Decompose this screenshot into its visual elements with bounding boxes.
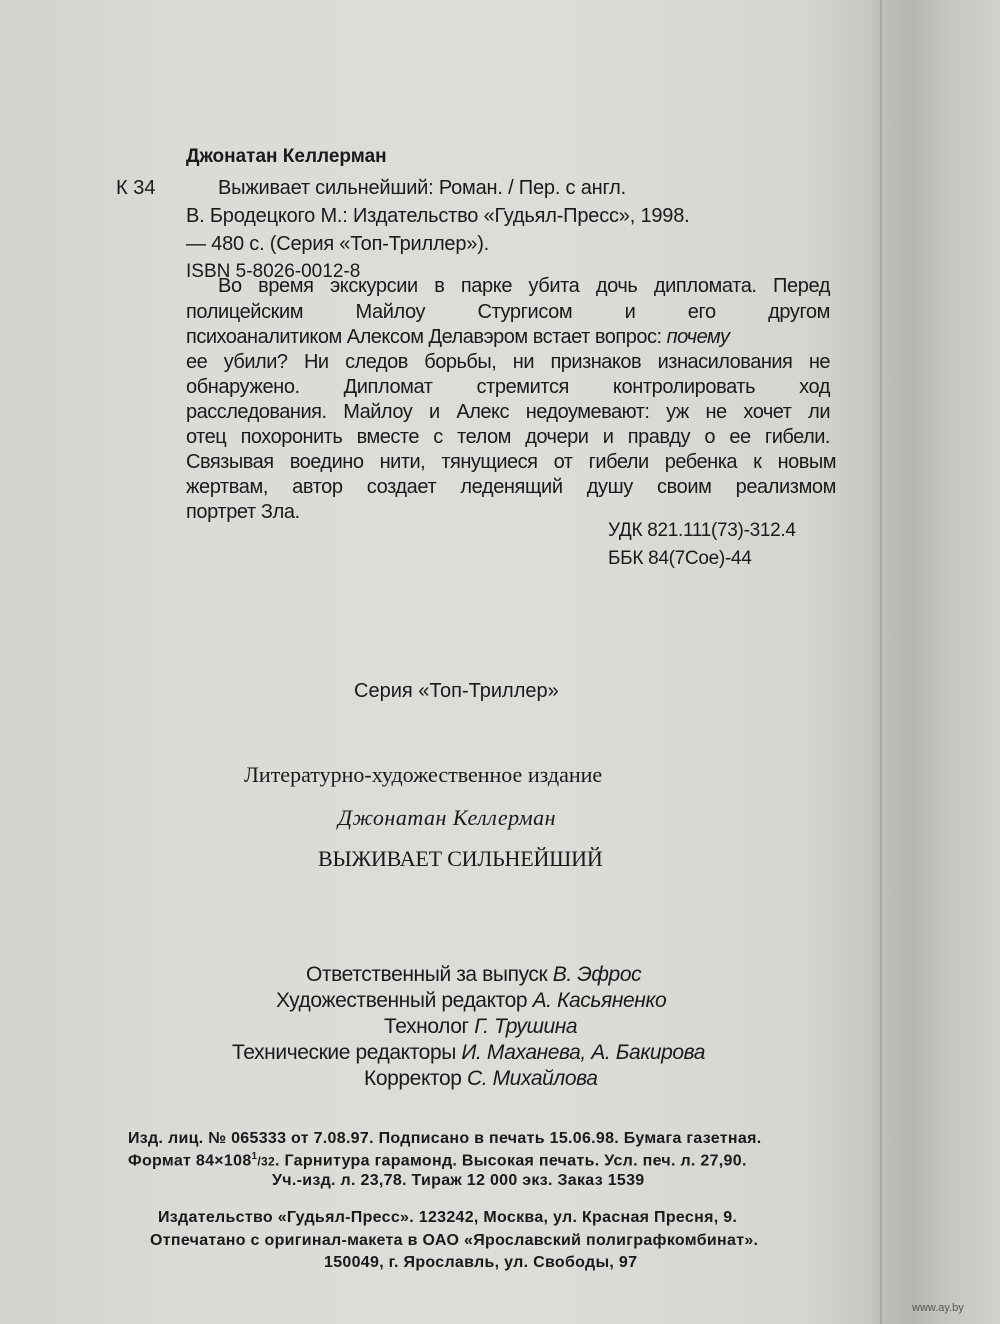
- catalog-isbn: ISBN 5-8026-0012-8: [186, 261, 361, 282]
- catalog-line-2: В. Бродецкого М.: Издательство «Гудьял-Пресс», 1998.: [186, 205, 690, 227]
- credit-proofreader-name: С. Михайлова: [466, 1067, 598, 1090]
- credit-technologist: [384, 1015, 577, 1039]
- catalog-code: К 34: [116, 177, 156, 199]
- credit-tech-editors-role: Технические редакторы: [232, 1041, 456, 1064]
- credit-art-editor-role: Художественный редактор: [276, 989, 528, 1012]
- watermark-text: www.ay.by: [912, 1302, 964, 1314]
- credit-art-editor-name: А. Касьяненко: [532, 989, 667, 1012]
- annotation-line-2: полицейским Майлоу Стургисом и его другом: [186, 301, 830, 323]
- annotation-line-7: отец похоронить вместе с телом дочери и правду о ее гибели.: [186, 426, 830, 448]
- imprint-format-sub: /32: [257, 1154, 276, 1169]
- credit-tech-editors-name: И. Маханева, А. Бакирова: [461, 1041, 706, 1064]
- annotation-line-10: портрет Зла.: [186, 501, 300, 523]
- imprint-format-sup: 1: [251, 1151, 258, 1162]
- annotation-line-6: расследования. Майлоу и Алекс недоумевают: уж не хочет ли: [186, 401, 830, 423]
- credit-art-editor: [276, 989, 666, 1013]
- bbk-code: ББК 84(7Сое)-44: [608, 548, 752, 569]
- credit-technologist-name: Г. Трушина: [474, 1015, 578, 1038]
- annotation-italic-word: почему: [666, 326, 730, 348]
- edition-author: Джонатан Келлерман: [338, 805, 557, 830]
- imprint-format: Формат 84×108: [128, 1152, 252, 1170]
- credit-release-role: Ответственный за выпуск: [306, 963, 548, 986]
- credit-release-name: В. Эфрос: [552, 963, 642, 986]
- catalog-line-1: Выживает сильнейший: Роман. / Пер. с англ.: [218, 177, 626, 199]
- credit-technologist-role: Технолог: [384, 1015, 469, 1038]
- annotation-line-3-text: психоаналитиком Алексом Делавэром встает вопрос:: [186, 326, 662, 348]
- annotation-line-8: Связывая воедино нити, тянущиеся от гибели ребенка к новым: [186, 451, 836, 473]
- annotation-line-4: ее убили? Ни следов борьбы, ни признаков изнасилования не: [186, 351, 830, 373]
- catalog-author: Джонатан Келлерман: [186, 146, 387, 167]
- imprint-line-3: Уч.-изд. л. 23,78. Тираж 12 000 экз. Заказ 1539: [272, 1172, 645, 1189]
- publisher-line-3: 150049, г. Ярославль, ул. Свободы, 97: [324, 1254, 638, 1271]
- udk-code: УДК 821.111(73)-312.4: [608, 520, 796, 541]
- book-title: ВЫЖИВАЕТ СИЛЬНЕЙШИЙ: [318, 846, 603, 871]
- annotation-line-9: жертвам, автор создает леденящий душу своим реализмом: [186, 476, 836, 498]
- credit-tech-editors: [232, 1041, 705, 1065]
- gutter-edge: [880, 0, 882, 1324]
- credit-proofreader-role: Корректор: [364, 1067, 462, 1090]
- annotation-line-1: Во время экскурсии в парке убита дочь дипломата. Перед: [218, 275, 830, 297]
- book-gutter: [872, 0, 1000, 1324]
- publisher-line-2: Отпечатано с оригинал-макета в ОАО «Ярославский полиграфкомбинат».: [150, 1232, 759, 1249]
- publisher-line-1: Издательство «Гудьял-Пресс». 123242, Москва, ул. Красная Пресня, 9.: [158, 1209, 738, 1226]
- imprint-format-rest: . Гарнитура гарамонд. Высокая печать. Усл. печ. л. 27,90.: [275, 1152, 747, 1170]
- annotation-line-5: обнаружено. Дипломат стремится контролировать ход: [186, 376, 830, 398]
- annotation-line-3: [186, 326, 830, 349]
- edition-type: Литературно-художественное издание: [244, 762, 603, 787]
- catalog-line-3: — 480 с. (Серия «Топ-Триллер»).: [186, 233, 490, 255]
- imprint-line-1: Изд. лиц. № 065333 от 7.08.97. Подписано в печать 15.06.98. Бумага газетная.: [128, 1130, 762, 1147]
- imprint-line-2: [128, 1151, 747, 1170]
- credit-release: [306, 963, 641, 987]
- series-label: Серия «Топ-Триллер»: [354, 680, 559, 702]
- credit-proofreader: [364, 1067, 597, 1091]
